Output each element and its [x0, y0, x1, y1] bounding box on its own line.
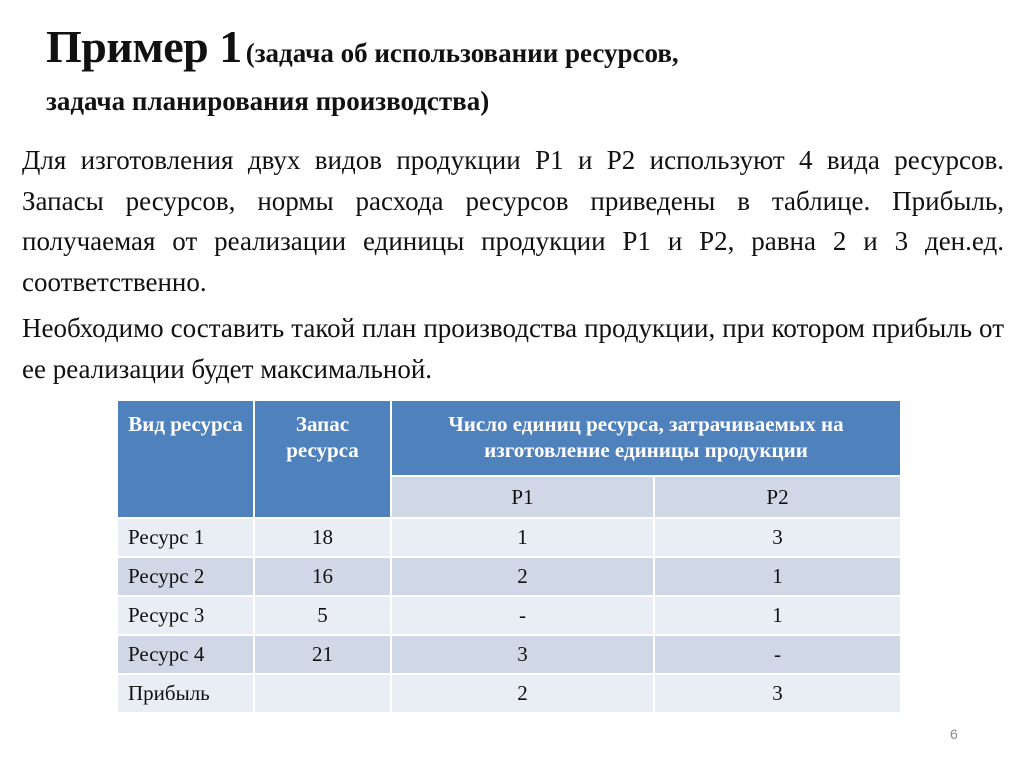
resources-table: [116, 399, 902, 714]
table-row: [117, 557, 901, 596]
cell-p1: 1: [391, 518, 654, 557]
cell-stock: 21: [254, 635, 391, 674]
cell-p1: 2: [391, 557, 654, 596]
problem-statement: [22, 140, 1004, 395]
cell-p2: 1: [654, 557, 901, 596]
header-resource-type: Вид ресурса: [117, 400, 254, 518]
cell-p1: 2: [391, 674, 654, 713]
paragraph-conditions: Для изготовления двух видов продукции Р1 и Р2 используют 4 вида ресурсов. Запасы ресурсов, нормы расхода ресурсов приведены в таблице. Прибыль, получаемая от реализации единицы продукции Р1 и Р2, равна 2 и 3 ден.ед. соответственно.: [22, 145, 1004, 297]
cell-p2: 3: [654, 674, 901, 713]
cell-p2: 3: [654, 518, 901, 557]
title-main: Пример 1: [46, 21, 242, 72]
table-row: [117, 518, 901, 557]
title-subtitle-line1: (задача об использовании ресурсов,: [245, 38, 679, 68]
cell-name: Ресурс 3: [117, 596, 254, 635]
cell-p1: -: [391, 596, 654, 635]
table-row: [117, 635, 901, 674]
cell-name: Ресурс 2: [117, 557, 254, 596]
cell-stock: 5: [254, 596, 391, 635]
header-consumption: Число единиц ресурса, затрачиваемых на изготовление единицы продукции: [391, 400, 901, 476]
cell-p1: 3: [391, 635, 654, 674]
header-p1: Р1: [391, 476, 654, 518]
cell-name: Прибыль: [117, 674, 254, 713]
table-row-profit: [117, 674, 901, 713]
table-row: [117, 596, 901, 635]
cell-name: Ресурс 1: [117, 518, 254, 557]
title-subtitle-line2: задача планирования производства): [46, 85, 490, 116]
table-header-row: [117, 400, 901, 476]
header-resource-stock: Запас ресурса: [254, 400, 391, 518]
cell-stock: [254, 674, 391, 713]
header-p2: Р2: [654, 476, 901, 518]
slide-title: [46, 22, 1006, 116]
paragraph-goal: Необходимо составить такой план производства продукции, при котором прибыль от ее реализации будет максимальной.: [22, 313, 1004, 384]
cell-stock: 18: [254, 518, 391, 557]
cell-name: Ресурс 4: [117, 635, 254, 674]
cell-p2: 1: [654, 596, 901, 635]
cell-p2: -: [654, 635, 901, 674]
page-number: 6: [950, 726, 958, 742]
cell-stock: 16: [254, 557, 391, 596]
